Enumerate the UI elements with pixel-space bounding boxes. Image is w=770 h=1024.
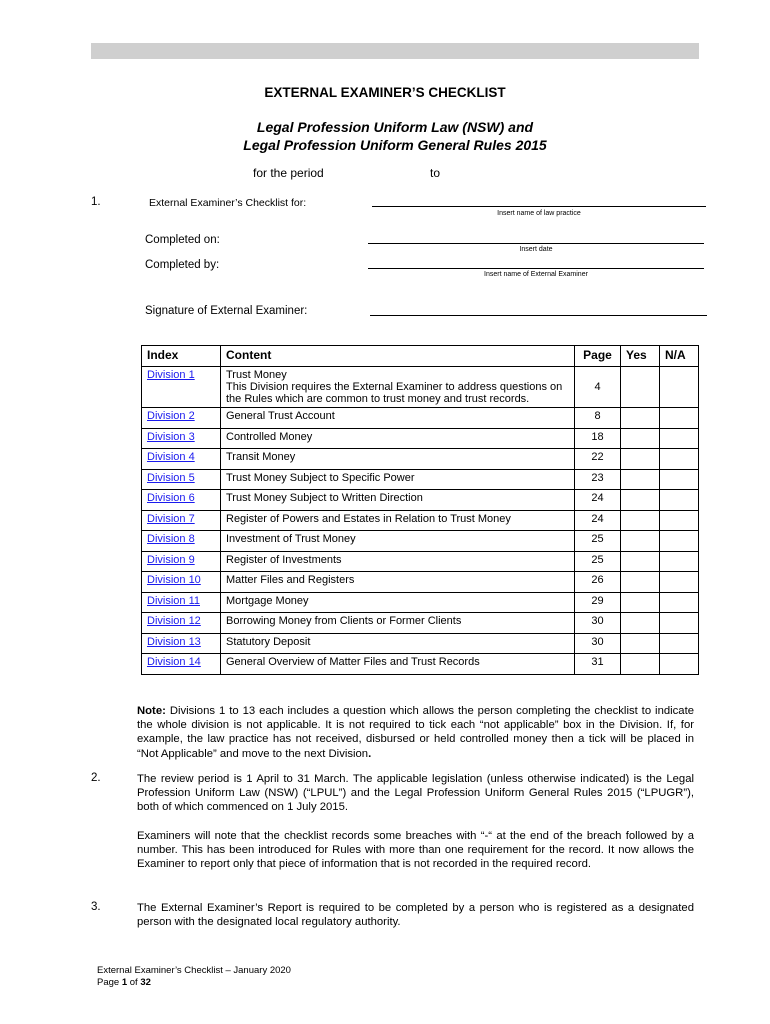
item-2-paragraph-1: The review period is 1 April to 31 March. The applicable legislation (unless otherwise indicated) is the Legal Profession Uniform Law (NSW) (“LPUL”) and the Legal Profession Uniform General Rules 2015 (“LPUGR”), both of which commenced on 1 July 2015. [137, 773, 694, 814]
header-bar [91, 43, 699, 59]
yes-checkbox-cell[interactable] [621, 449, 660, 470]
completed-on-hint: Insert date [519, 246, 553, 253]
footer-page-of: of [127, 977, 141, 988]
division-link-text[interactable]: Division 5 [147, 471, 195, 484]
division-link[interactable] [142, 572, 221, 593]
division-page: 22 [575, 449, 621, 470]
table-row [142, 469, 699, 490]
table-row [142, 592, 699, 613]
na-checkbox-cell[interactable] [660, 551, 699, 572]
note-label: Note: [137, 705, 166, 717]
division-link[interactable] [142, 551, 221, 572]
division-link-text[interactable]: Division 1 [147, 369, 195, 381]
na-checkbox-cell[interactable] [660, 654, 699, 675]
division-page: 18 [575, 428, 621, 449]
na-checkbox-cell[interactable] [660, 613, 699, 634]
header-page: Page [575, 346, 621, 367]
division-link-text[interactable]: Division 8 [147, 533, 195, 545]
yes-checkbox-cell[interactable] [621, 367, 660, 408]
item-2-paragraph-2: Examiners will note that the checklist records some breaches with “-“ at the end of the breach followed by a number. This has been introduced for Rules with more than one requirement for the record. It now allows the Examiner to report only that piece of information that is not recorded in the required record. [137, 830, 694, 871]
na-checkbox-cell[interactable] [660, 572, 699, 593]
division-link[interactable] [142, 531, 221, 552]
table-row [142, 613, 699, 634]
yes-checkbox-cell[interactable] [621, 510, 660, 531]
yes-checkbox-cell[interactable] [621, 469, 660, 490]
na-checkbox-cell[interactable] [660, 469, 699, 490]
division-page: 30 [575, 613, 621, 634]
table-row [142, 654, 699, 675]
division-link[interactable] [142, 654, 221, 675]
completed-by-field[interactable] [368, 268, 704, 269]
division-link[interactable] [142, 490, 221, 511]
division-link[interactable] [142, 449, 221, 470]
table-row [142, 490, 699, 511]
na-checkbox-cell[interactable] [660, 633, 699, 654]
division-link-text[interactable]: Division 7 [147, 512, 195, 525]
division-content: Register of Powers and Estates in Relation to Trust Money [221, 510, 575, 531]
footer-page-total: 32 [140, 977, 151, 988]
division-link-text[interactable]: Division 14 [147, 656, 201, 668]
division-content: Register of Investments [221, 551, 575, 572]
document-subtitle-line2: Legal Profession Uniform General Rules 2015 [243, 137, 547, 153]
checklist-for-field[interactable] [372, 206, 706, 207]
header-index: Index [142, 346, 221, 367]
completed-by-hint: Insert name of External Examiner [484, 271, 588, 278]
division-content: General Overview of Matter Files and Trust Records [221, 654, 575, 675]
division-content: Investment of Trust Money [221, 531, 575, 552]
division-link-text[interactable]: Division 3 [147, 430, 195, 443]
signature-label: Signature of External Examiner: [145, 305, 308, 317]
table-row [142, 531, 699, 552]
table-row [142, 551, 699, 572]
division-page: 4 [575, 367, 621, 408]
division-content: Trust Money Subject to Specific Power [221, 469, 575, 490]
checklist-for-label: External Examiner’s Checklist for: [149, 197, 307, 209]
division-content: Trust Money This Division requires the External Examiner to address questions on the Rules which are common to trust money and trust records. [221, 367, 575, 408]
item-number-3: 3. [91, 901, 101, 913]
document-title: EXTERNAL EXAMINER’S CHECKLIST [264, 85, 506, 100]
table-row [142, 449, 699, 470]
na-checkbox-cell[interactable] [660, 510, 699, 531]
na-checkbox-cell[interactable] [660, 531, 699, 552]
table-row [142, 428, 699, 449]
period-to-label: to [430, 166, 441, 180]
yes-checkbox-cell[interactable] [621, 408, 660, 429]
document-subtitle-line1: Legal Profession Uniform Law (NSW) and [256, 119, 534, 135]
period-label: for the period [253, 166, 324, 180]
division-link[interactable] [142, 510, 221, 531]
division-link-text[interactable]: Division 6 [147, 492, 195, 504]
division-index-table [141, 345, 699, 675]
completed-on-label: Completed on: [145, 234, 220, 246]
na-checkbox-cell[interactable] [660, 367, 699, 408]
division-content: Matter Files and Registers [221, 572, 575, 593]
na-checkbox-cell[interactable] [660, 408, 699, 429]
division-link-text[interactable]: Division 10 [147, 574, 201, 586]
division-link[interactable] [142, 469, 221, 490]
item-number-1: 1. [91, 196, 101, 208]
division-page: 26 [575, 572, 621, 593]
footer-line: External Examiner’s Checklist – January 2020 [97, 965, 291, 976]
footer-page-current: 1 [121, 977, 128, 988]
division-page: 8 [575, 408, 621, 429]
yes-checkbox-cell[interactable] [621, 654, 660, 675]
item-number-2: 2. [91, 772, 101, 784]
table-row [142, 408, 699, 429]
division-link-text[interactable]: Division 2 [147, 410, 195, 422]
division-link[interactable] [142, 613, 221, 634]
division-content: Controlled Money [221, 428, 575, 449]
completed-by-label: Completed by: [145, 259, 220, 271]
header-na: N/A [660, 346, 699, 367]
division-content: Transit Money [221, 449, 575, 470]
table-row [142, 367, 699, 408]
yes-checkbox-cell[interactable] [621, 572, 660, 593]
yes-checkbox-cell[interactable] [621, 613, 660, 634]
division-page: 24 [575, 510, 621, 531]
division-link-text[interactable]: Division 12 [147, 615, 201, 627]
footer-page-word: Page [97, 977, 122, 988]
division-page: 25 [575, 551, 621, 572]
division-link[interactable] [142, 592, 221, 613]
division-page: 25 [575, 531, 621, 552]
division-page: 30 [575, 633, 621, 654]
division-content: General Trust Account [221, 408, 575, 429]
na-checkbox-cell[interactable] [660, 490, 699, 511]
yes-checkbox-cell[interactable] [621, 551, 660, 572]
division-link-text[interactable]: Division 13 [147, 635, 201, 648]
division-link-text[interactable]: Division 4 [147, 451, 195, 463]
header-content: Content [221, 346, 575, 367]
division-content: Borrowing Money from Clients or Former Clients [221, 613, 575, 634]
division-page: 31 [575, 654, 621, 675]
completed-on-field[interactable] [368, 243, 704, 244]
yes-checkbox-cell[interactable] [621, 531, 660, 552]
division-content: Trust Money Subject to Written Direction [221, 490, 575, 511]
division-page: 24 [575, 490, 621, 511]
division-page: 29 [575, 592, 621, 613]
signature-field[interactable] [370, 315, 707, 316]
yes-checkbox-cell[interactable] [621, 428, 660, 449]
note-paragraph [137, 704, 694, 761]
yes-checkbox-cell[interactable] [621, 633, 660, 654]
table-row [142, 572, 699, 593]
table-header-row [142, 346, 699, 367]
note-end: . [368, 747, 372, 760]
division-page: 23 [575, 469, 621, 490]
na-checkbox-cell[interactable] [660, 592, 699, 613]
item-3-paragraph-1: The External Examiner’s Report is required to be completed by a person who is registered as a designated person with the designated local regulatory authority. [137, 902, 694, 929]
na-checkbox-cell[interactable] [660, 449, 699, 470]
footer-page-number [97, 977, 151, 988]
yes-checkbox-cell[interactable] [621, 592, 660, 613]
yes-checkbox-cell[interactable] [621, 490, 660, 511]
table-row [142, 633, 699, 654]
checklist-for-hint: Insert name of law practice [497, 210, 581, 217]
division-content: Mortgage Money [221, 592, 575, 613]
division-link[interactable] [142, 633, 221, 654]
division-link[interactable] [142, 367, 221, 408]
na-checkbox-cell[interactable] [660, 428, 699, 449]
note-text: Divisions 1 to 13 each includes a question which allows the person completing the checklist to indicate the whole division is not applicable. It is not required to tick each “not applicable” box in the Division. If, for example, the law practice has not received, disbursed or held controlled money then a tick will be placed in “Not Applicable” and move to the next Division [137, 705, 694, 760]
division-link[interactable] [142, 408, 221, 429]
division-content: Statutory Deposit [221, 633, 575, 654]
division-link-text[interactable]: Division 11 [147, 594, 200, 607]
header-yes: Yes [621, 346, 660, 367]
division-link[interactable] [142, 428, 221, 449]
division-link-text[interactable]: Division 9 [147, 553, 195, 566]
table-row [142, 510, 699, 531]
